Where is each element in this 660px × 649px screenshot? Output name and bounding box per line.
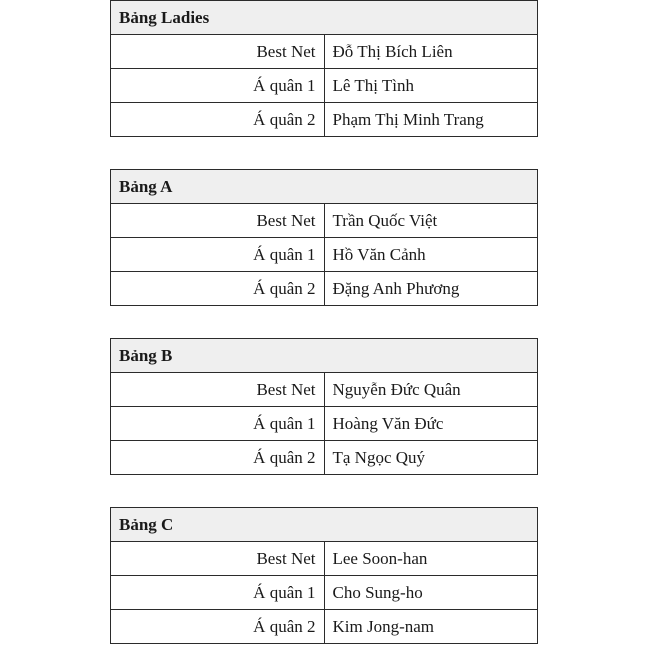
winner-name: Trần Quốc Việt <box>324 204 538 238</box>
award-label: Best Net <box>111 35 325 69</box>
award-label: Á quân 1 <box>111 407 325 441</box>
group-title: Bảng Ladies <box>111 1 538 35</box>
winner-name: Hoàng Văn Đức <box>324 407 538 441</box>
award-label: Á quân 1 <box>111 238 325 272</box>
winner-name: Lê Thị Tình <box>324 69 538 103</box>
award-label: Best Net <box>111 204 325 238</box>
winner-name: Tạ Ngọc Quý <box>324 441 538 475</box>
result-row <box>111 272 538 306</box>
result-row <box>111 576 538 610</box>
result-row <box>111 69 538 103</box>
result-row <box>111 204 538 238</box>
award-label: Á quân 2 <box>111 610 325 644</box>
group-table-ladies <box>110 0 538 137</box>
group-table-a <box>110 169 538 306</box>
group-header-row <box>111 508 538 542</box>
award-label: Á quân 1 <box>111 576 325 610</box>
group-table-b <box>110 338 538 475</box>
result-row <box>111 542 538 576</box>
result-row <box>111 373 538 407</box>
group-title: Bảng C <box>111 508 538 542</box>
winner-name: Phạm Thị Minh Trang <box>324 103 538 137</box>
winner-name: Lee Soon-han <box>324 542 538 576</box>
group-header-row <box>111 339 538 373</box>
group-table-c <box>110 507 538 644</box>
winner-name: Đỗ Thị Bích Liên <box>324 35 538 69</box>
winner-name: Nguyễn Đức Quân <box>324 373 538 407</box>
result-row <box>111 35 538 69</box>
winner-name: Kim Jong-nam <box>324 610 538 644</box>
group-header-row <box>111 1 538 35</box>
result-row <box>111 407 538 441</box>
award-label: Á quân 2 <box>111 441 325 475</box>
group-title: Bảng B <box>111 339 538 373</box>
result-row <box>111 441 538 475</box>
award-label: Á quân 1 <box>111 69 325 103</box>
winner-name: Đặng Anh Phương <box>324 272 538 306</box>
group-header-row <box>111 170 538 204</box>
result-row <box>111 103 538 137</box>
award-label: Á quân 2 <box>111 103 325 137</box>
winner-name: Cho Sung-ho <box>324 576 538 610</box>
result-row <box>111 610 538 644</box>
award-label: Á quân 2 <box>111 272 325 306</box>
result-row <box>111 238 538 272</box>
winner-name: Hồ Văn Cảnh <box>324 238 538 272</box>
group-title: Bảng A <box>111 170 538 204</box>
award-label: Best Net <box>111 373 325 407</box>
award-label: Best Net <box>111 542 325 576</box>
